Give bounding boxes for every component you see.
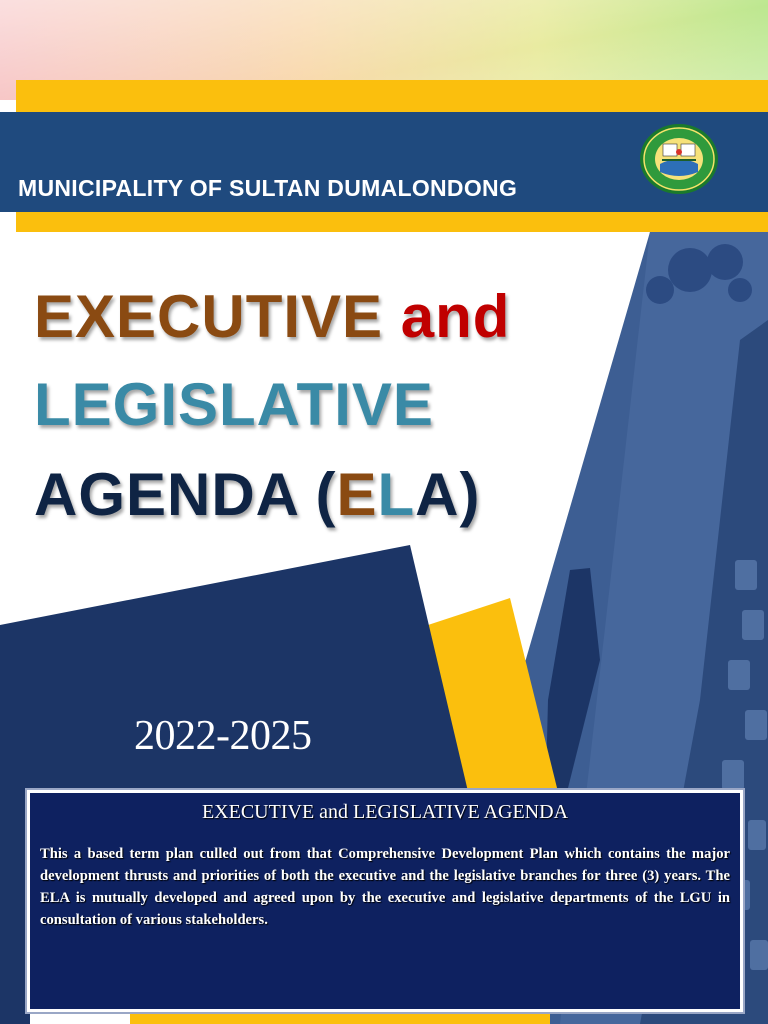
title-letter-e: E — [336, 461, 378, 528]
municipality-name: MUNICIPALITY OF SULTAN DUMALONDONG — [18, 175, 518, 201]
term-years: 2022-2025 — [134, 713, 312, 759]
title-executive: EXECUTIVE — [34, 283, 384, 350]
title-agenda: AGENDA ( — [34, 461, 337, 528]
municipal-seal-logo — [638, 122, 720, 196]
footer-gold-strip — [130, 1014, 550, 1024]
title-line-3 — [34, 460, 480, 529]
title-line-1 — [34, 282, 510, 351]
title-paren-close: ) — [459, 461, 481, 528]
title-letter-a: A — [415, 461, 460, 528]
title-letter-l: L — [377, 461, 416, 528]
info-body: This a based term plan culled out from that Comprehensive Development Plan which contains the major development thrusts and priorities of both the executive and the legislative branches for three (3) years. The ELA is mutually developed and agreed upon by the executive and legislative departments of the LGU in consultation of various stakeholders. — [40, 846, 730, 928]
header-gold-bar-bottom — [16, 212, 768, 232]
info-box — [27, 790, 743, 1012]
title-and: and — [400, 283, 511, 350]
title-line-2: LEGISLATIVE — [34, 371, 434, 438]
header-gold-bar-top — [16, 80, 768, 114]
info-heading: EXECUTIVE and LEGISLATIVE AGENDA — [201, 801, 569, 823]
